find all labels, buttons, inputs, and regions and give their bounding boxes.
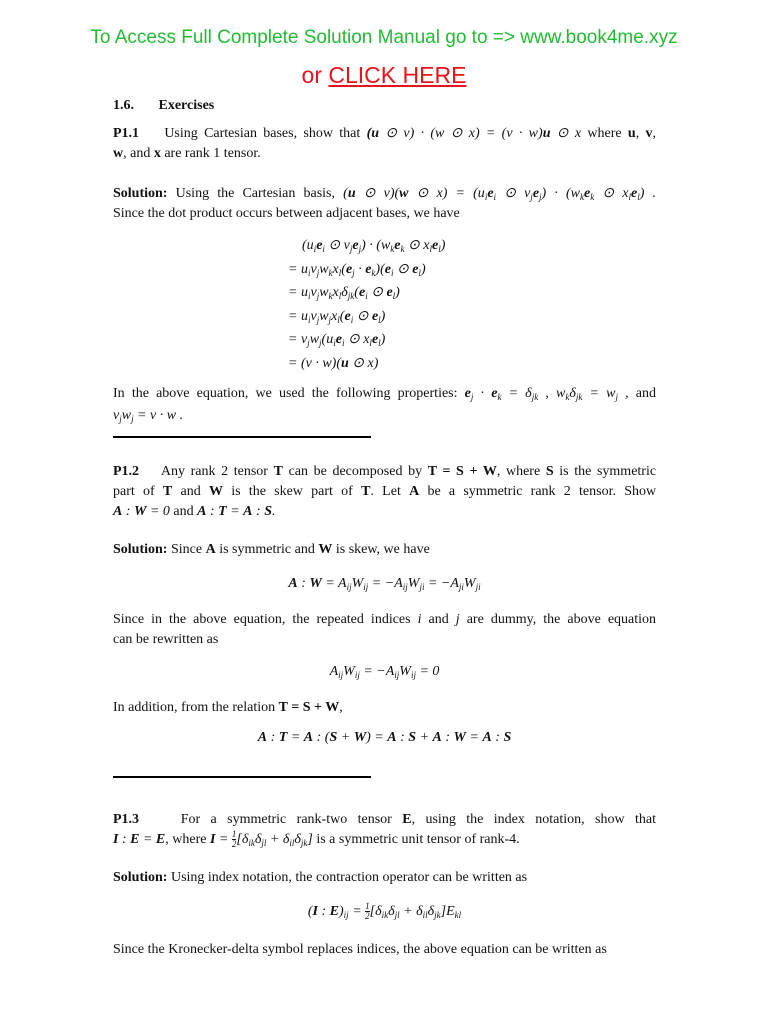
equation: $e_j \cdot e_k = \delta_{jk}$ , $w_k\delta_{jk} = w_j$ , xyxy=(464,386,629,402)
text: are rank 1 tensor. xyxy=(164,146,261,161)
text: Using Cartesian bases, show that xyxy=(164,126,361,141)
equation: I = $\frac{1}{2}$ $[\delta_{ik}\delta_{jl} + \delta_{il}\delta_{jk}]$ xyxy=(209,829,313,850)
text: Any rank 2 tensor xyxy=(160,464,268,479)
or-text: or xyxy=(301,62,329,88)
equation: $v_jw_j = v \cdot w$ . xyxy=(113,408,184,424)
text: and xyxy=(180,484,201,499)
text: is a symmetric unit tensor of rank-4. xyxy=(316,832,520,847)
solution-label: Solution: xyxy=(113,542,168,557)
equation: (u ⊙ v) · (w ⊙ x) = (v · w)u ⊙ x xyxy=(366,126,582,141)
equation: (u ⊙ v)(w ⊙ $x) = (u_ie_i$ ⊙ $v_je_j) \cdot (w_ke_k$ ⊙ $x_le_l$) . xyxy=(343,186,657,202)
text: part of xyxy=(113,484,155,499)
text: Using the Cartesian basis, xyxy=(175,186,335,201)
p1-2-solution-line: Solution: Since A is symmetric and W is skew, we have xyxy=(113,542,430,557)
section-header xyxy=(113,96,656,116)
p1-1-derivation: ($u_ie_i$ ⊙ $v_je_j) \cdot (w_ke_k$ ⊙ $x_le_l$) = $u_iv_jw_kx_l(e_j \cdot e_k)(e_i$ ⊙ $e_l$) = $u_iv_jw_kx_l\delta_{jk}(e_i$ ⊙ $e_l$) = $u_iv_jw_jx_l(e_i$ ⊙ $e_l$) = $v_jw_j(u_ie_i$ ⊙ $x_le_l$) = (v · w)(u ⊙ x) xyxy=(288,238,446,371)
problem-label: P1.1 xyxy=(113,126,140,141)
access-banner[interactable]: To Access Full Complete Solution Manual go to => www.book4me.xyz xyxy=(90,27,678,48)
p1-2-since-line1: Since in the above equation, the repeated indices i and j are dummy, the above equation xyxy=(113,612,657,627)
text: In addition, from the relation xyxy=(113,700,276,715)
text: Since in the above equation, the repeated indices xyxy=(113,612,411,627)
p1-2-equation-3: A : T = A : (S + W) = A : S + A : W = A : S xyxy=(257,730,512,745)
p1-3-solution-line xyxy=(113,868,656,888)
text: where xyxy=(172,832,207,847)
p1-1-statement-line2: w, and x are rank 1 tensor. xyxy=(113,146,261,161)
equation: A : T = A : S. xyxy=(197,504,276,519)
p1-3-statement-line1: P1.3 For a symmetric rank-two tensor E, using the index notation, show that xyxy=(113,812,656,827)
text: Since xyxy=(170,542,203,557)
p1-2-since-line2: can be rewritten as xyxy=(113,632,219,647)
text: and xyxy=(130,146,151,161)
separator-2 xyxy=(113,776,371,778)
p1-2-statement-line2: part of T and W is the skew part of T. Let A be a symmetric rank 2 tensor. Show xyxy=(113,484,657,499)
click-here-link[interactable]: CLICK HERE xyxy=(328,62,467,88)
problem-label: P1.2 xyxy=(113,464,140,479)
text: where xyxy=(505,464,541,479)
p1-1-statement-line1: P1.1 Using Cartesian bases, show that (u ⊙ v) · (w ⊙ x) = (v · w)u ⊙ x where u, v, xyxy=(113,126,656,141)
p1-2-equation-1: A : $W = A_{ij}W_{ij} = -A_{ij}W_{ji} = -A_{ji}W_{ji}$ xyxy=(288,576,481,592)
p1-3-statement-line2: I : E = E, where I = $\frac{1}{2}$ $[\delta_{ik}\delta_{jl} + \delta_{il}\delta_{jk}]$ is a symmetric unit tensor of rank-4. xyxy=(113,829,520,850)
section-number: 1.6. xyxy=(113,98,134,113)
text: For a symmetric rank-two tensor xyxy=(180,812,392,827)
p1-2-statement-line1: P1.2 Any rank 2 tensor T can be decomposed by T = S + W, where S is the symmetric xyxy=(113,464,657,479)
equation: I : E = E xyxy=(113,832,166,847)
text: In the above equation, we used the following properties: xyxy=(113,386,458,401)
text: is skew, we have xyxy=(335,542,430,557)
text: can be decomposed by xyxy=(288,464,423,479)
p1-2-statement-line3 xyxy=(113,502,656,522)
text: and xyxy=(635,386,656,401)
p1-1-properties-line1 xyxy=(113,384,656,404)
text: and xyxy=(173,504,194,519)
p1-2-equation-2: $A_{ij}W_{ij} = -A_{ij}W_{ij} = 0$ xyxy=(329,664,440,680)
p1-1-properties-line2 xyxy=(113,406,656,426)
p1-1-solution-line2: Since the dot product occurs between adjacent bases, we have xyxy=(113,206,460,221)
text: be a symmetric rank 2 tensor. Show xyxy=(427,484,657,499)
click-here-banner[interactable] xyxy=(0,62,768,89)
text: is the skew part of xyxy=(231,484,353,499)
p1-3-kronecker-line: Since the Kronecker-delta symbol replaces indices, the above equation can be written as xyxy=(113,942,607,957)
text: Let xyxy=(382,484,401,499)
solution-label: Solution: xyxy=(113,870,168,885)
p1-3-equation-1: (I : $E)_{ij}$ = $\frac{1}{2}$ $[\delta_{ik}\delta_{jl} + \delta_{il}\delta_{jk}]E_{kl}$ xyxy=(307,901,462,922)
separator-1 xyxy=(113,436,371,438)
text: is the symmetric xyxy=(559,464,657,479)
text: Using index notation, the contraction operator can be written as xyxy=(170,870,528,885)
solution-label: Solution: xyxy=(113,186,168,201)
problem-label: P1.3 xyxy=(113,812,140,827)
text: where xyxy=(587,126,622,141)
text: and xyxy=(428,612,449,627)
text: using the index notation, show that xyxy=(425,812,656,827)
section-title: Exercises xyxy=(158,98,215,113)
p1-2-addition-line: In addition, from the relation T = S + W, xyxy=(113,700,343,715)
text: is symmetric and xyxy=(219,542,315,557)
p1-1-solution-line1 xyxy=(113,184,656,204)
text: are dummy, the above equation xyxy=(466,612,657,627)
equation: A : W = 0 xyxy=(113,504,170,519)
